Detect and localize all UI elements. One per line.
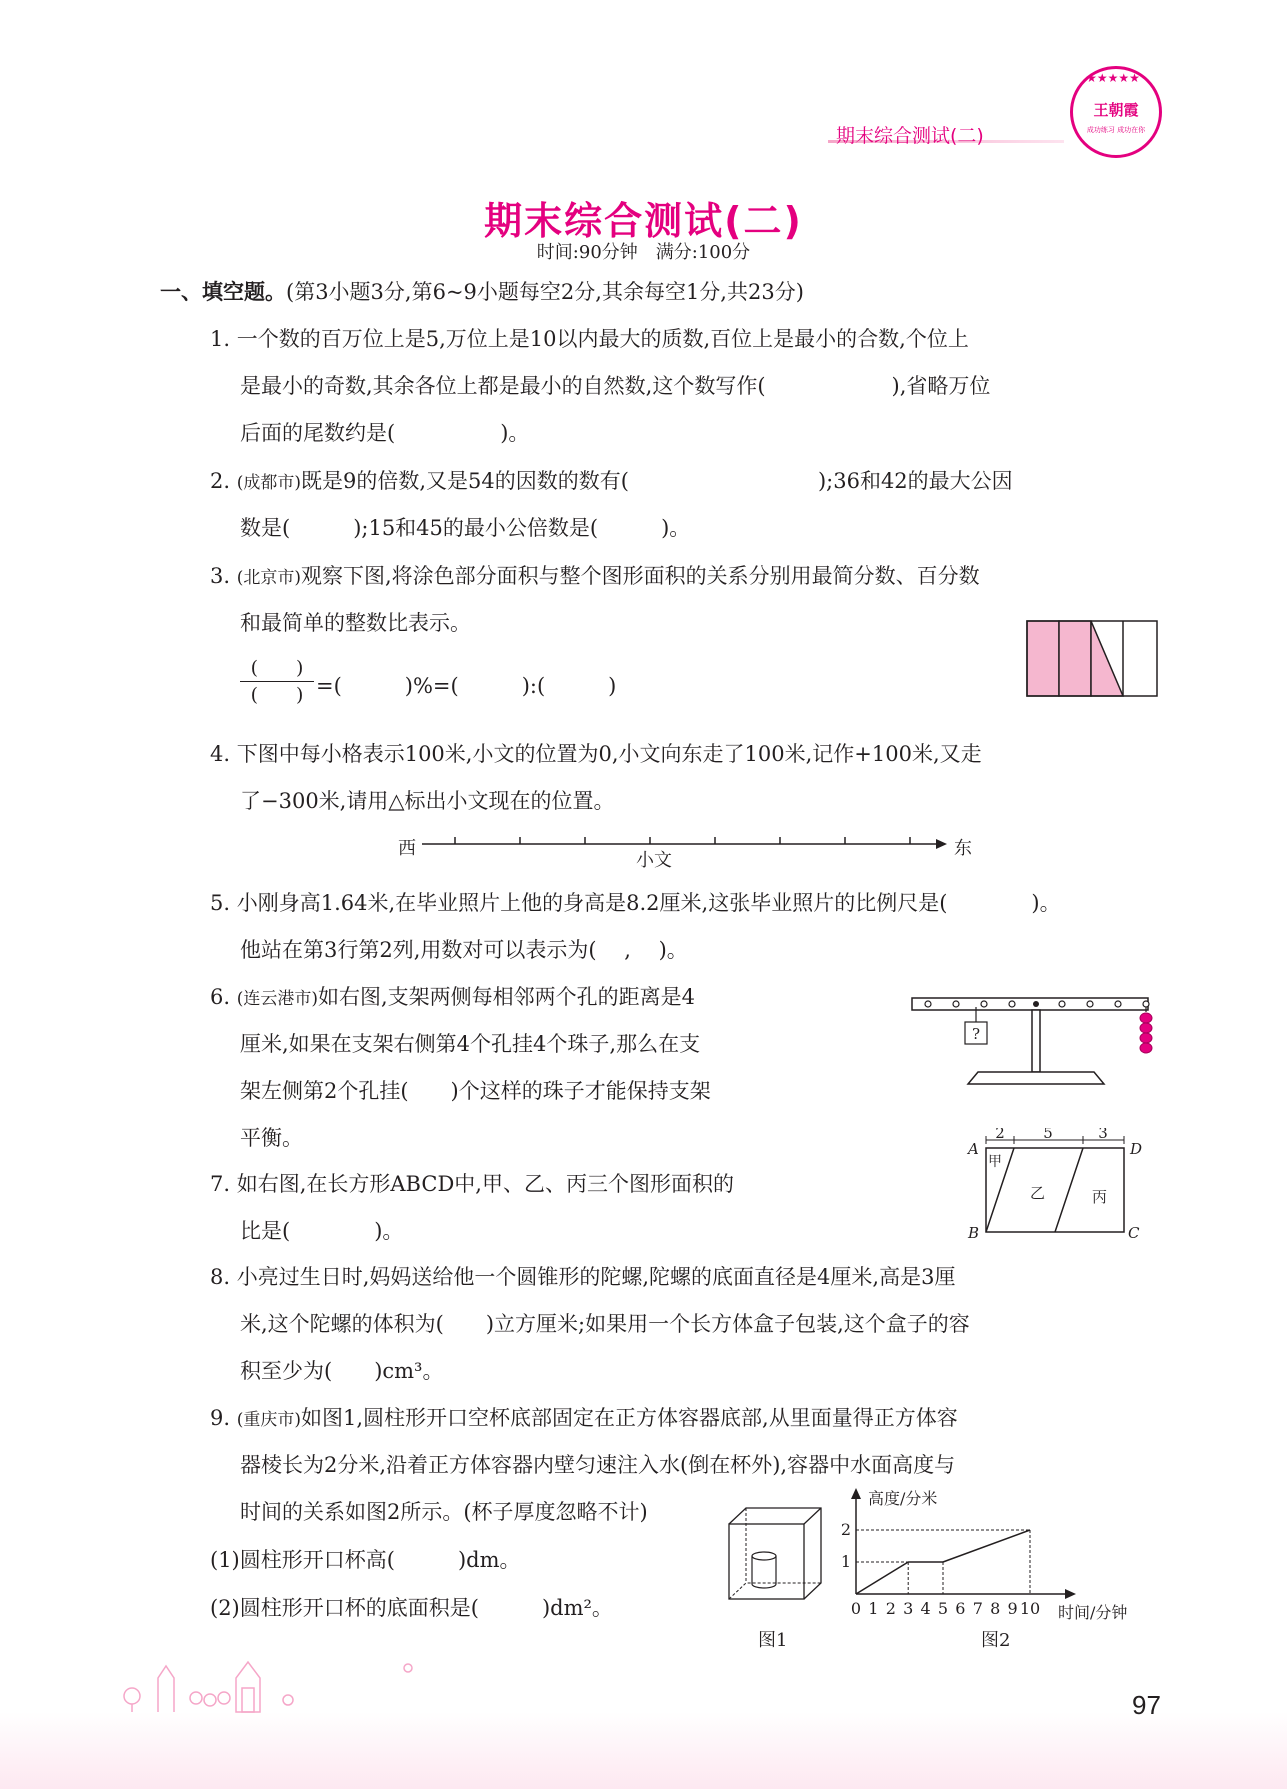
q9-text1: 如图1,圆柱形开口空杯底部固定在正方体容器底部,从里面量得正方体容 xyxy=(301,1406,958,1430)
chart-x-arrow xyxy=(1065,1589,1076,1599)
q3-shaded-rect xyxy=(1026,620,1160,698)
q6-line2: 厘米,如果在支架右侧第4个孔挂4个珠子,那么在支 xyxy=(240,1032,701,1056)
chart-y-arrow xyxy=(851,1488,861,1499)
q3-line2: 和最简单的整数比表示。 xyxy=(240,611,471,635)
chart-ylabel: 高度/分米 xyxy=(868,1489,938,1508)
q2-line2: 数是( );15和45的最小公倍数是( )。 xyxy=(240,516,691,540)
page-subtitle: 时间:90分钟 满分:100分 xyxy=(536,242,751,263)
q2-line1 xyxy=(210,466,1013,498)
q7-line1: 7. 如右图,在长方形ABCD中,甲、乙、丙三个图形面积的 xyxy=(210,1172,734,1196)
q6-city: (连云港市) xyxy=(236,989,318,1009)
q3-line1 xyxy=(210,561,980,593)
chart-series-segment xyxy=(943,1530,1030,1562)
q4-west: 西 xyxy=(398,838,416,859)
q9-line1 xyxy=(210,1403,958,1435)
q8-line3: 积至少为( )cm³。 xyxy=(240,1359,444,1383)
q9-sub1: (1)圆柱形开口杯高( )dm。 xyxy=(210,1548,521,1572)
q4-origin-label: 小文 xyxy=(636,850,672,871)
q7-label-a: A xyxy=(968,1140,979,1158)
q7-seg-b: 5 xyxy=(1043,1128,1053,1142)
page-title: 期末综合测试(二) xyxy=(484,199,803,243)
svg-text:★★★★★: ★★★★★ xyxy=(1086,71,1140,85)
page-number: 97 xyxy=(1132,1690,1161,1720)
q7-bing: 丙 xyxy=(1092,1188,1108,1206)
q2-num: 2. xyxy=(210,469,231,493)
q3-num: 3. xyxy=(210,564,231,588)
q3-text1: 观察下图,将涂色部分面积与整个图形面积的关系分别用最简分数、百分数 xyxy=(301,564,980,588)
section-label: 一、填空题。 xyxy=(160,280,286,304)
q9-line3: 时间的关系如图2所示。(杯子厚度忽略不计) xyxy=(240,1500,648,1524)
q6-line3: 架左侧第2个孔挂( )个这样的珠子才能保持支架 xyxy=(240,1079,711,1103)
section-heading xyxy=(160,276,804,306)
q3-frac-top: ( ) xyxy=(250,657,304,679)
q3-fraction xyxy=(240,655,314,708)
q7-seg-a: 2 xyxy=(995,1128,1005,1142)
q2-city: (成都市) xyxy=(236,473,301,493)
q9-fig1-cube xyxy=(726,1506,826,1602)
logo-slogan: 成功练习 成功在你 xyxy=(1086,126,1146,134)
q9-city: (重庆市) xyxy=(236,1410,301,1430)
chart-x-tick-label: 6 xyxy=(955,1599,966,1618)
q4-line2: 了−300米,请用△标出小文现在的位置。 xyxy=(240,789,615,813)
q9-line2: 器棱长为2分米,沿着正方体容器内壁匀速注入水(倒在杯外),容器中水面高度与 xyxy=(240,1453,956,1477)
q8-line2: 米,这个陀螺的体积为( )立方厘米;如果用一个长方体盒子包装,这个盒子的容 xyxy=(240,1312,970,1336)
q6-num: 6. xyxy=(210,985,231,1009)
q9-fig2-chart xyxy=(836,1488,1160,1628)
q7-yi: 乙 xyxy=(1030,1184,1046,1202)
q6-text1: 如右图,支架两侧每相邻两个孔的距离是4 xyxy=(318,985,696,1009)
q7-label-d: D xyxy=(1130,1140,1143,1158)
chart-y-tick-label: 2 xyxy=(840,1520,852,1539)
chart-x-tick-label: 4 xyxy=(920,1599,931,1618)
q3-frac-bottom: ( ) xyxy=(240,681,314,708)
q4-line1: 4. 下图中每小格表示100米,小文的位置为0,小文向东走了100米,记作+100米,又走 xyxy=(210,742,982,766)
q7-label-b: B xyxy=(968,1224,980,1242)
q6-line1 xyxy=(210,982,695,1014)
chart-x-tick-label: 5 xyxy=(937,1599,949,1618)
chart-x-tick-label: 3 xyxy=(903,1599,914,1618)
logo-badge xyxy=(1070,66,1162,158)
q7-label-c: C xyxy=(1128,1224,1140,1242)
bead-icon xyxy=(1140,1013,1152,1053)
q1-line2: 是最小的奇数,其余各位上都是最小的自然数,这个数写作( ),省略万位 xyxy=(240,374,991,398)
q4-number-line xyxy=(420,832,950,854)
castle-icon xyxy=(118,1648,418,1714)
q7-seg-c: 3 xyxy=(1098,1128,1108,1142)
section-note: (第3小题3分,第6~9小题每空2分,其余每空1分,共23分) xyxy=(286,280,804,304)
running-title: 期末综合测试(二) xyxy=(836,125,984,147)
chart-xlabel: 时间/分钟 xyxy=(1058,1603,1128,1622)
q9-fig2-caption: 图2 xyxy=(981,1630,1011,1651)
q7-jia: 甲 xyxy=(988,1154,1002,1170)
q2-text1: 既是9的倍数,又是54的因数的数有( );36和42的最大公因 xyxy=(301,469,1013,493)
chart-x-tick-label: 2 xyxy=(885,1599,896,1618)
q1-line3: 后面的尾数约是( )。 xyxy=(240,421,530,445)
q1-line1: 1. 一个数的百万位上是5,万位上是10以内最大的质数,百位上是最小的合数,个位上 xyxy=(210,327,969,351)
q9-num: 9. xyxy=(210,1406,231,1430)
chart-x-tick-label: 10 xyxy=(1019,1599,1041,1618)
logo-text: 王朝霞 xyxy=(1093,101,1139,119)
q5-line1: 5. 小刚身高1.64米,在毕业照片上他的身高是8.2厘米,这张毕业照片的比例尺是( )。 xyxy=(210,891,1061,915)
q9-fig1-caption: 图1 xyxy=(758,1630,788,1651)
q5-line2: 他站在第3行第2列,用数对可以表示为( , )。 xyxy=(240,938,688,962)
q6-unknown: ? xyxy=(971,1025,981,1043)
chart-x-tick-label: 1 xyxy=(868,1599,879,1618)
chart-x-tick-label: 0 xyxy=(850,1599,862,1618)
footer-band xyxy=(0,1712,1287,1789)
chart-series-segment xyxy=(856,1562,908,1594)
chart-x-tick-label: 7 xyxy=(972,1599,983,1618)
chart-x-tick-label: 9 xyxy=(1007,1599,1018,1618)
q6-balance-diagram xyxy=(908,992,1164,1098)
q3-city: (北京市) xyxy=(236,568,301,588)
q8-line1: 8. 小亮过生日时,妈妈送给他一个圆锥形的陀螺,陀螺的底面直径是4厘米,高是3厘 xyxy=(210,1265,956,1289)
q3-rest: =( )%=( ):( ) xyxy=(316,674,617,698)
chart-x-tick-label: 8 xyxy=(990,1599,1001,1618)
q4-east: 东 xyxy=(954,838,972,859)
q6-line4: 平衡。 xyxy=(240,1126,303,1150)
q7-rectangle-diagram xyxy=(960,1128,1150,1244)
chart-y-tick-label: 1 xyxy=(840,1552,852,1571)
q9-sub2: (2)圆柱形开口杯的底面积是( )dm²。 xyxy=(210,1596,613,1620)
q7-line2: 比是( )。 xyxy=(240,1219,404,1243)
